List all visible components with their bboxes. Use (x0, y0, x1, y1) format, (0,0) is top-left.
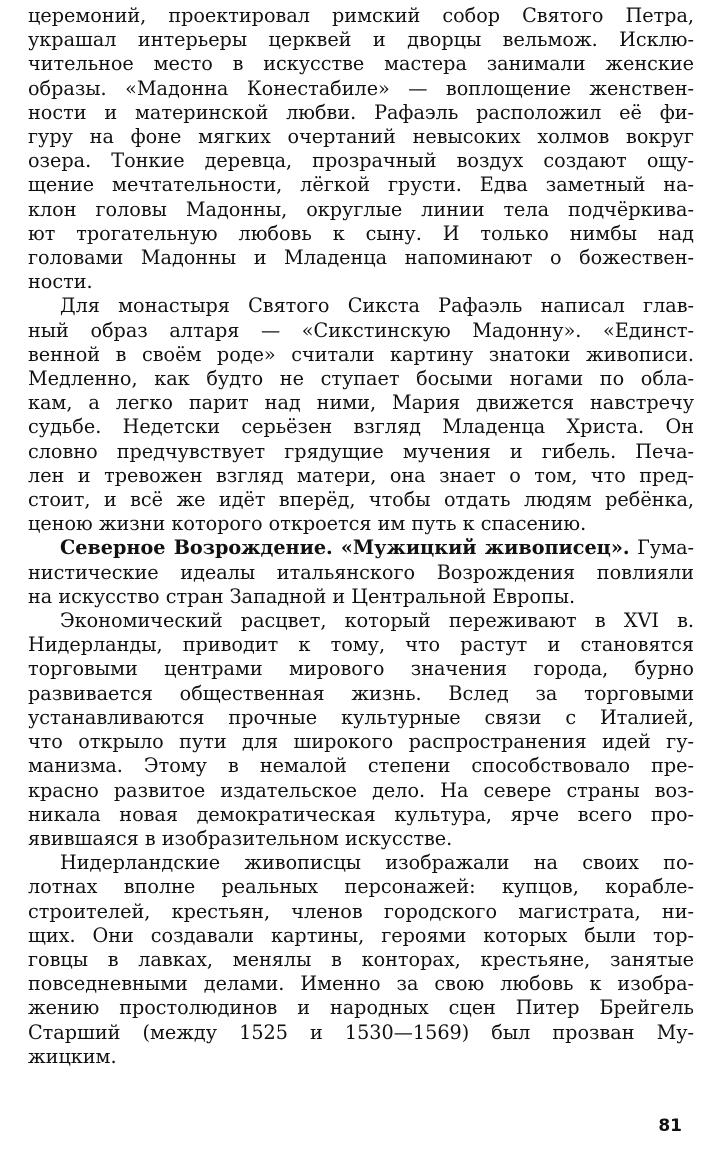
text-line: гуру на фоне мягких очертаний невысоких холмов вокруг (28, 125, 694, 149)
text-line: Медленно, как будто не ступает босыми ногами по обла- (28, 367, 694, 391)
text-page (28, 4, 694, 1069)
text-line: лотнах вполне реальных персонажей: купцов, корабле- (28, 875, 694, 899)
text-line: повседневными делами. Именно за свою любовь к изобра- (28, 972, 694, 996)
text-line: торговыми центрами мирового значения города, бурно (28, 657, 694, 681)
text-line: озера. Тонкие деревца, прозрачный воздух создают ощу- (28, 149, 694, 173)
text-line: стоит, и всё же идёт вперёд, чтобы отдать людям ребёнка, (28, 488, 694, 512)
text-line: нистические идеалы итальянского Возрождения повлияли (28, 560, 694, 584)
text-line: Нидерландские живописцы изображали на своих по- (60, 851, 694, 875)
text-line: ности. (28, 270, 93, 294)
text-line: Экономический расцвет, который переживают в XVI в. (60, 609, 694, 633)
text-line: никала новая демократическая культура, ярче всего про- (28, 802, 694, 826)
text-line: церемоний, проектировал римский собор Святого Петра, (28, 4, 694, 27)
text-line: устанавливаются прочные культурные связи с Италией, (28, 705, 694, 729)
text-line: словно предчувствует грядущие мучения и гибель. Печа- (28, 439, 694, 463)
paragraph-netherlands-economy (28, 609, 694, 851)
text-line: Старший (между 1525 и 1530—1569) был прозван Му- (28, 1020, 694, 1044)
text-line: клон головы Мадонны, округлые линии тела подчёркива- (28, 197, 694, 221)
text-line: ют трогательную любовь к сыну. И только нимбы над (28, 221, 694, 245)
text-line: что открыло пути для широкого распространения идей гу- (28, 730, 694, 754)
text-line: ности и материнской любви. Рафаэль расположил её фи- (28, 100, 694, 124)
paragraph-raphael-madonna-conestabile (28, 4, 694, 294)
text-line: красно развитое издательское дело. На севере страны воз- (28, 778, 694, 802)
text-line: жению простолюдинов и народных сцен Питер Брейгель (28, 996, 694, 1020)
section-heading: Северное Возрождение. «Мужицкий живописец». (60, 536, 630, 560)
text-line: развивается общественная жизнь. Вслед за торговыми (28, 681, 694, 705)
text-line: строителей, крестьян, членов городского магистрата, ни- (28, 899, 694, 923)
text-line: украшал интерьеры церквей и дворцы вельмож. Исклю- (28, 28, 694, 52)
text-line: щих. Они создавали картины, героями которых были тор- (28, 923, 694, 947)
text-line: манизма. Этому в немалой степени способствовало пре- (28, 754, 694, 778)
text-line: ценою жизни которого откроется им путь к спасению. (28, 512, 587, 536)
text-line: на искусство стран Западной и Центральной Европы. (28, 584, 576, 608)
text-fragment: Гума- (629, 536, 694, 560)
paragraph-sistine-madonna (28, 294, 694, 536)
text-line (28, 536, 694, 560)
text-line: кам, а легко парит над ними, Мария движется навстречу (28, 391, 694, 415)
text-line: жицким. (28, 1044, 117, 1068)
text-line: чительное место в искусстве мастера занимали женские (28, 52, 694, 76)
text-line: щение мечтательности, лёгкой грусти. Едва заметный на- (28, 173, 694, 197)
page-number: 81 (658, 1116, 682, 1136)
text-line: говцы в лавках, менялы в конторах, крестьяне, занятые (28, 947, 694, 971)
text-line: Нидерланды, приводит к тому, что растут и становятся (28, 633, 694, 657)
text-line: образы. «Мадонна Конестабиле» — воплощение женствен- (28, 76, 694, 100)
paragraph-northern-renaissance (28, 536, 694, 609)
text-line: головами Мадонны и Младенца напоминают о божествен- (28, 246, 694, 270)
text-line: лен и тревожен взгляд матери, она знает о том, что пред- (28, 463, 694, 487)
text-line: явившаяся в изобразительном искусстве. (28, 826, 453, 850)
text-line: ный образ алтаря — «Сикстинскую Мадонну». «Единст- (28, 318, 694, 342)
paragraph-netherlandish-painters (28, 851, 694, 1069)
text-line: Для монастыря Святого Сикста Рафаэль написал глав- (60, 294, 694, 318)
text-line: судьбе. Недетски серьёзен взгляд Младенца Христа. Он (28, 415, 694, 439)
text-line: венной в своём роде» считали картину знатоки живописи. (28, 342, 694, 366)
